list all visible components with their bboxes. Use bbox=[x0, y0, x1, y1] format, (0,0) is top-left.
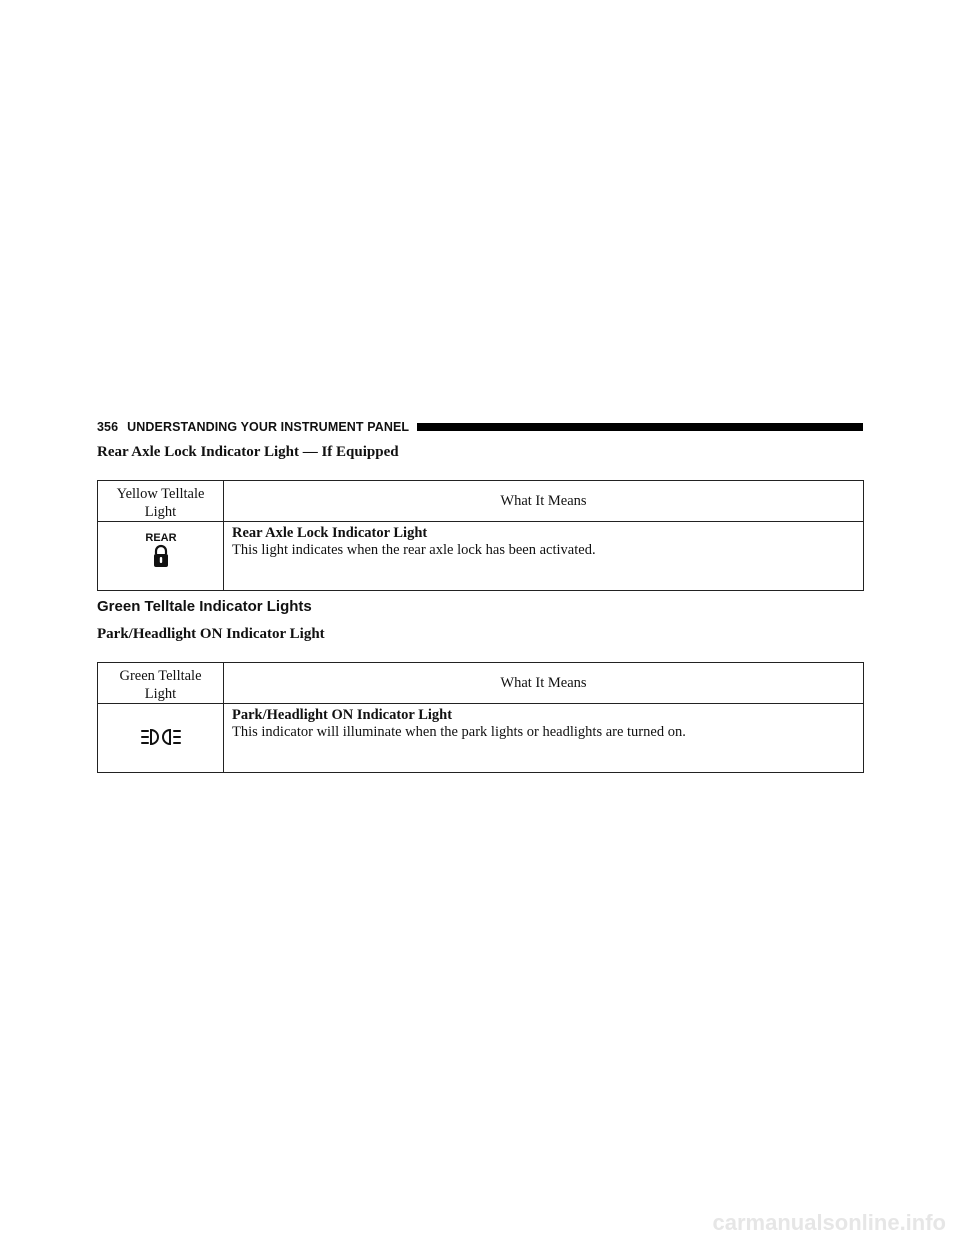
telltale-column-header: Yellow Telltale Light bbox=[98, 481, 224, 522]
icon-cell bbox=[98, 704, 224, 773]
section-title: UNDERSTANDING YOUR INSTRUMENT PANEL bbox=[127, 420, 410, 434]
meaning-column-header: What It Means bbox=[224, 663, 864, 704]
indicator-description: This indicator will illuminate when the park lights or headlights are turned on. bbox=[232, 724, 686, 740]
telltale-column-header: Green Telltale Light bbox=[98, 663, 224, 704]
description-cell bbox=[224, 522, 864, 591]
green-telltale-heading: Green Telltale Indicator Lights bbox=[97, 598, 312, 615]
indicator-title: Park/Headlight ON Indicator Light bbox=[232, 707, 453, 723]
watermark: carmanualsonline.info bbox=[712, 1210, 946, 1235]
header-rule bbox=[417, 423, 863, 431]
rear-axle-heading: Rear Axle Lock Indicator Light — If Equipped bbox=[97, 444, 399, 460]
park-headlight-heading: Park/Headlight ON Indicator Light bbox=[97, 626, 325, 642]
park-headlight-icon bbox=[139, 722, 183, 752]
icon-cell bbox=[98, 522, 224, 591]
indicator-description: This light indicates when the rear axle lock has been activated. bbox=[232, 542, 596, 558]
description-cell bbox=[224, 704, 864, 773]
page-header bbox=[97, 418, 863, 436]
rear-axle-lock-icon bbox=[141, 528, 181, 572]
indicator-title: Rear Axle Lock Indicator Light bbox=[232, 525, 428, 541]
svg-text:REAR: REAR bbox=[144, 532, 177, 544]
rear-axle-table bbox=[97, 480, 864, 591]
park-headlight-table bbox=[97, 662, 864, 773]
meaning-column-header: What It Means bbox=[224, 481, 864, 522]
page-number: 356 bbox=[97, 420, 119, 434]
